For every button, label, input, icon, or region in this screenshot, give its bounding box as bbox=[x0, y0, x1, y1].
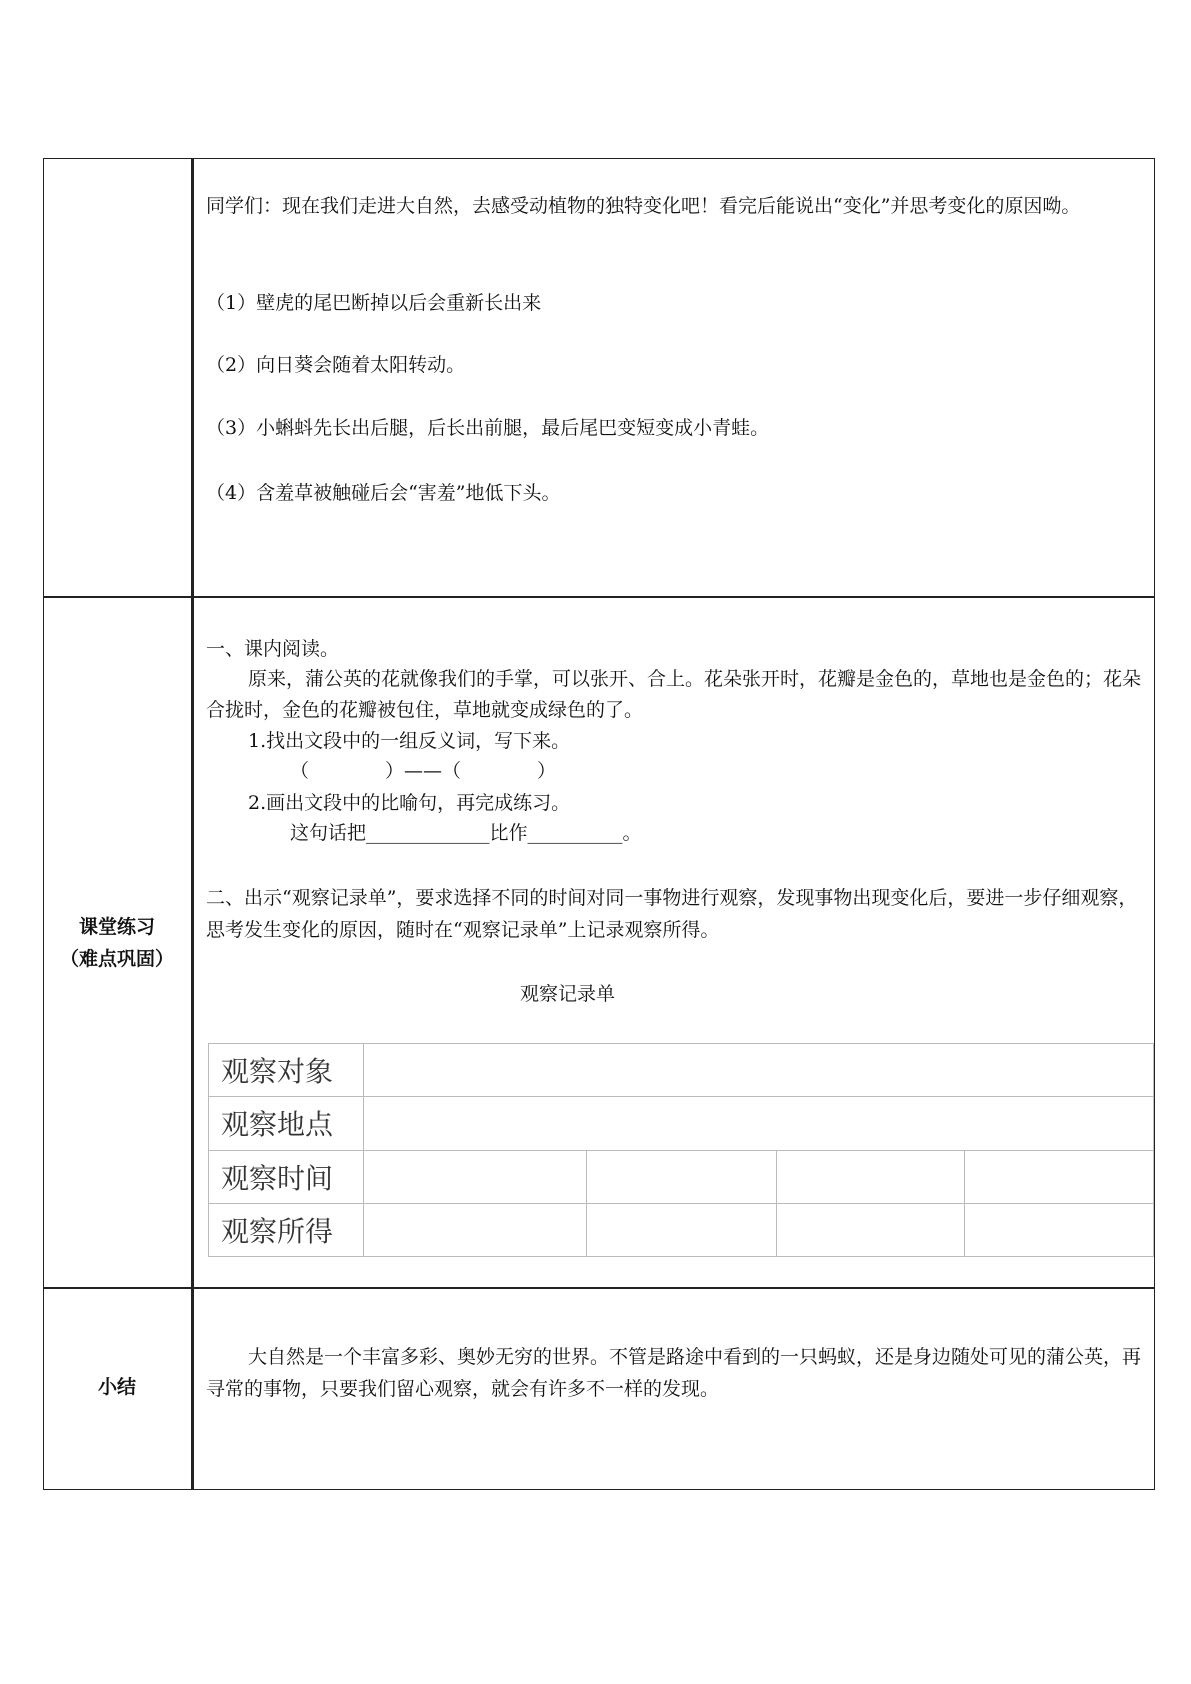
row-divider-1 bbox=[43, 596, 1155, 598]
table-cell bbox=[965, 1203, 1154, 1256]
section-label-summary: 小结 bbox=[97, 1376, 136, 1398]
table-cell bbox=[364, 1150, 587, 1203]
row-header: 观察所得 bbox=[209, 1203, 364, 1256]
list-item: （4）含羞草被触碰后会“害羞”地低下头。 bbox=[206, 482, 561, 504]
intro-paragraph: 同学们：现在我们走进大自然，去感受动植物的独特变化吧！看完后能说出“变化”并思考变化的原因呦。 bbox=[206, 195, 1081, 217]
row-divider-2 bbox=[43, 1287, 1155, 1289]
question-1-blank: （ ）——（ ） bbox=[290, 760, 557, 782]
table-cell bbox=[364, 1203, 587, 1256]
row-header: 观察对象 bbox=[209, 1044, 364, 1097]
table-row bbox=[209, 1097, 1154, 1150]
table-cell bbox=[965, 1150, 1154, 1203]
record-sheet-title: 观察记录单 bbox=[520, 983, 616, 1005]
list-item: （1）壁虎的尾巴断掉以后会重新长出来 bbox=[206, 292, 542, 314]
table-cell bbox=[587, 1203, 777, 1256]
list-item: （3）小蝌蚪先长出后腿，后长出前腿，最后尾巴变短变成小青蛙。 bbox=[206, 417, 770, 439]
question-2-fill: 这句话把_____________比作__________。 bbox=[290, 822, 642, 844]
question-2: 2.画出文段中的比喻句，再完成练习。 bbox=[248, 792, 571, 814]
table-cell bbox=[364, 1044, 1154, 1097]
reading-heading: 一、课内阅读。 bbox=[206, 638, 340, 660]
observation-record-table bbox=[208, 1043, 1154, 1257]
reading-passage: 原来，蒲公英的花就像我们的手掌，可以张开、合上。花朵张开时，花瓣是金色的，草地也是金色的；花朵合拢时，金色的花瓣被包住，草地就变成绿色的了。 bbox=[206, 668, 1142, 721]
table-cell bbox=[777, 1203, 965, 1256]
list-item: （2）向日葵会随着太阳转动。 bbox=[206, 354, 466, 376]
column-divider bbox=[191, 158, 194, 1490]
question-1: 1.找出文段中的一组反义词，写下来。 bbox=[248, 730, 571, 752]
section-label-practice-sub: （难点巩固） bbox=[59, 948, 174, 970]
table-row bbox=[209, 1150, 1154, 1203]
summary-paragraph: 大自然是一个丰富多彩、奥妙无穷的世界。不管是路途中看到的一只蚂蚁，还是身边随处可见的蒲公英，再寻常的事物，只要我们留心观察，就会有许多不一样的发现。 bbox=[206, 1346, 1142, 1400]
table-cell bbox=[777, 1150, 965, 1203]
section-label-practice: 课堂练习 bbox=[78, 916, 155, 938]
table-cell bbox=[364, 1097, 1154, 1150]
row-header: 观察地点 bbox=[209, 1097, 364, 1150]
observation-instructions: 二、出示“观察记录单”，要求选择不同的时间对同一事物进行观察，发现事物出现变化后，要进一步仔细观察，思考发生变化的原因，随时在“观察记录单”上记录观察所得。 bbox=[206, 887, 1138, 941]
row-header: 观察时间 bbox=[209, 1150, 364, 1203]
table-row bbox=[209, 1044, 1154, 1097]
table-row bbox=[209, 1203, 1154, 1256]
table-cell bbox=[587, 1150, 777, 1203]
